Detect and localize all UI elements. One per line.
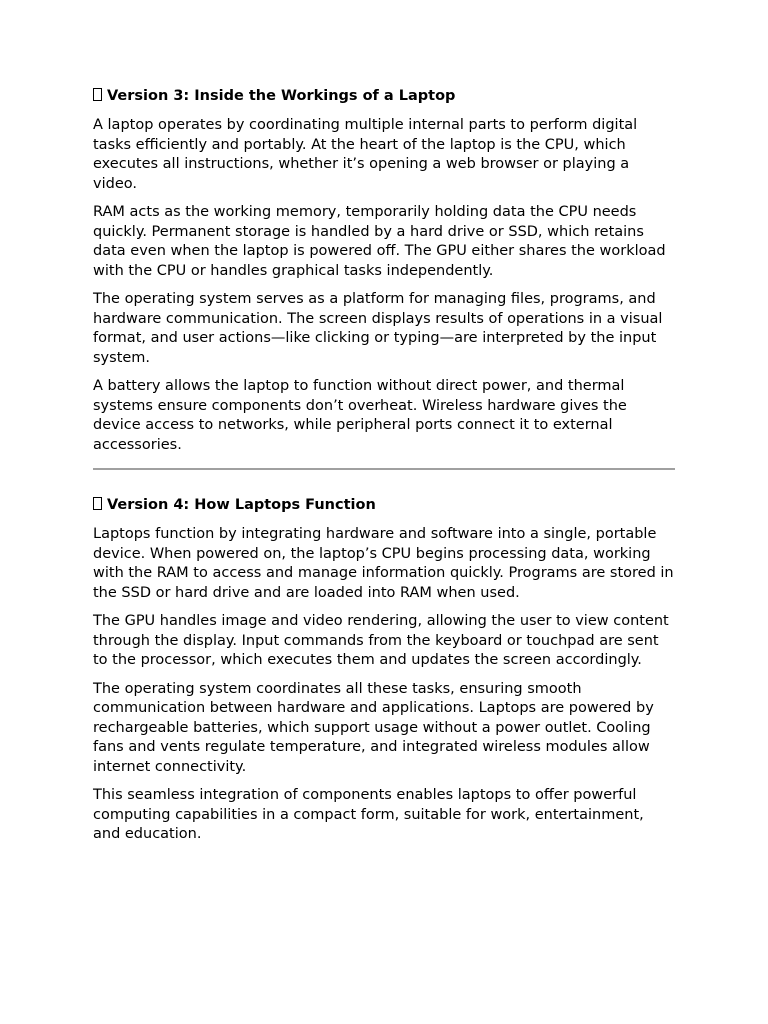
paragraph: Laptops function by integrating hardware and software into a single, portable device. When powered on, the laptop’s CPU begins processing data, working with the RAM to access and manage information quickly. Programs are stored in the SSD or hard drive and are loaded into RAM when used. (93, 526, 674, 601)
missing-glyph-icon (93, 497, 102, 510)
section-title: Version 4: How Laptops Function (107, 497, 376, 513)
section-heading (93, 494, 675, 516)
paragraph: The operating system coordinates all these tasks, ensuring smooth communication between hardware and applications. Laptops are powered by rechargeable batteries, which support usage without a power outlet. Cooling fans and vents regulate temperature, and integrated wireless modules allow internet connectivity. (93, 680, 654, 775)
document-page (93, 85, 675, 854)
missing-glyph-icon (93, 88, 102, 101)
section-title: Version 3: Inside the Workings of a Laptop (107, 88, 456, 104)
section-version-3 (93, 85, 675, 455)
paragraph: The operating system serves as a platform for managing files, programs, and hardware communication. The screen displays results of operations in a visual format, and user actions—like clicking or typing—are interpreted by the input system. (93, 291, 663, 366)
section-divider (93, 468, 675, 470)
section-heading (93, 85, 675, 107)
paragraph: A battery allows the laptop to function without direct power, and thermal systems ensure components don’t overheat. Wireless hardware gives the device access to networks, while peripheral ports connect it to external accessories. (93, 378, 627, 453)
paragraph: This seamless integration of components enables laptops to offer powerful computing capabilities in a compact form, suitable for work, entertainment, and education. (93, 787, 644, 842)
paragraph: RAM acts as the working memory, temporarily holding data the CPU needs quickly. Permanent storage is handled by a hard drive or SSD, which retains data even when the laptop is powered off. The GPU either shares the workload with the CPU or handles graphical tasks independently. (93, 204, 666, 279)
paragraph: A laptop operates by coordinating multiple internal parts to perform digital tasks efficiently and portably. At the heart of the laptop is the CPU, which executes all instructions, whether it’s opening a web browser or playing a video. (93, 117, 638, 192)
paragraph: The GPU handles image and video rendering, allowing the user to view content through the display. Input commands from the keyboard or touchpad are sent to the processor, which executes them and updates the screen accordingly. (93, 613, 669, 668)
section-version-4 (93, 494, 675, 845)
